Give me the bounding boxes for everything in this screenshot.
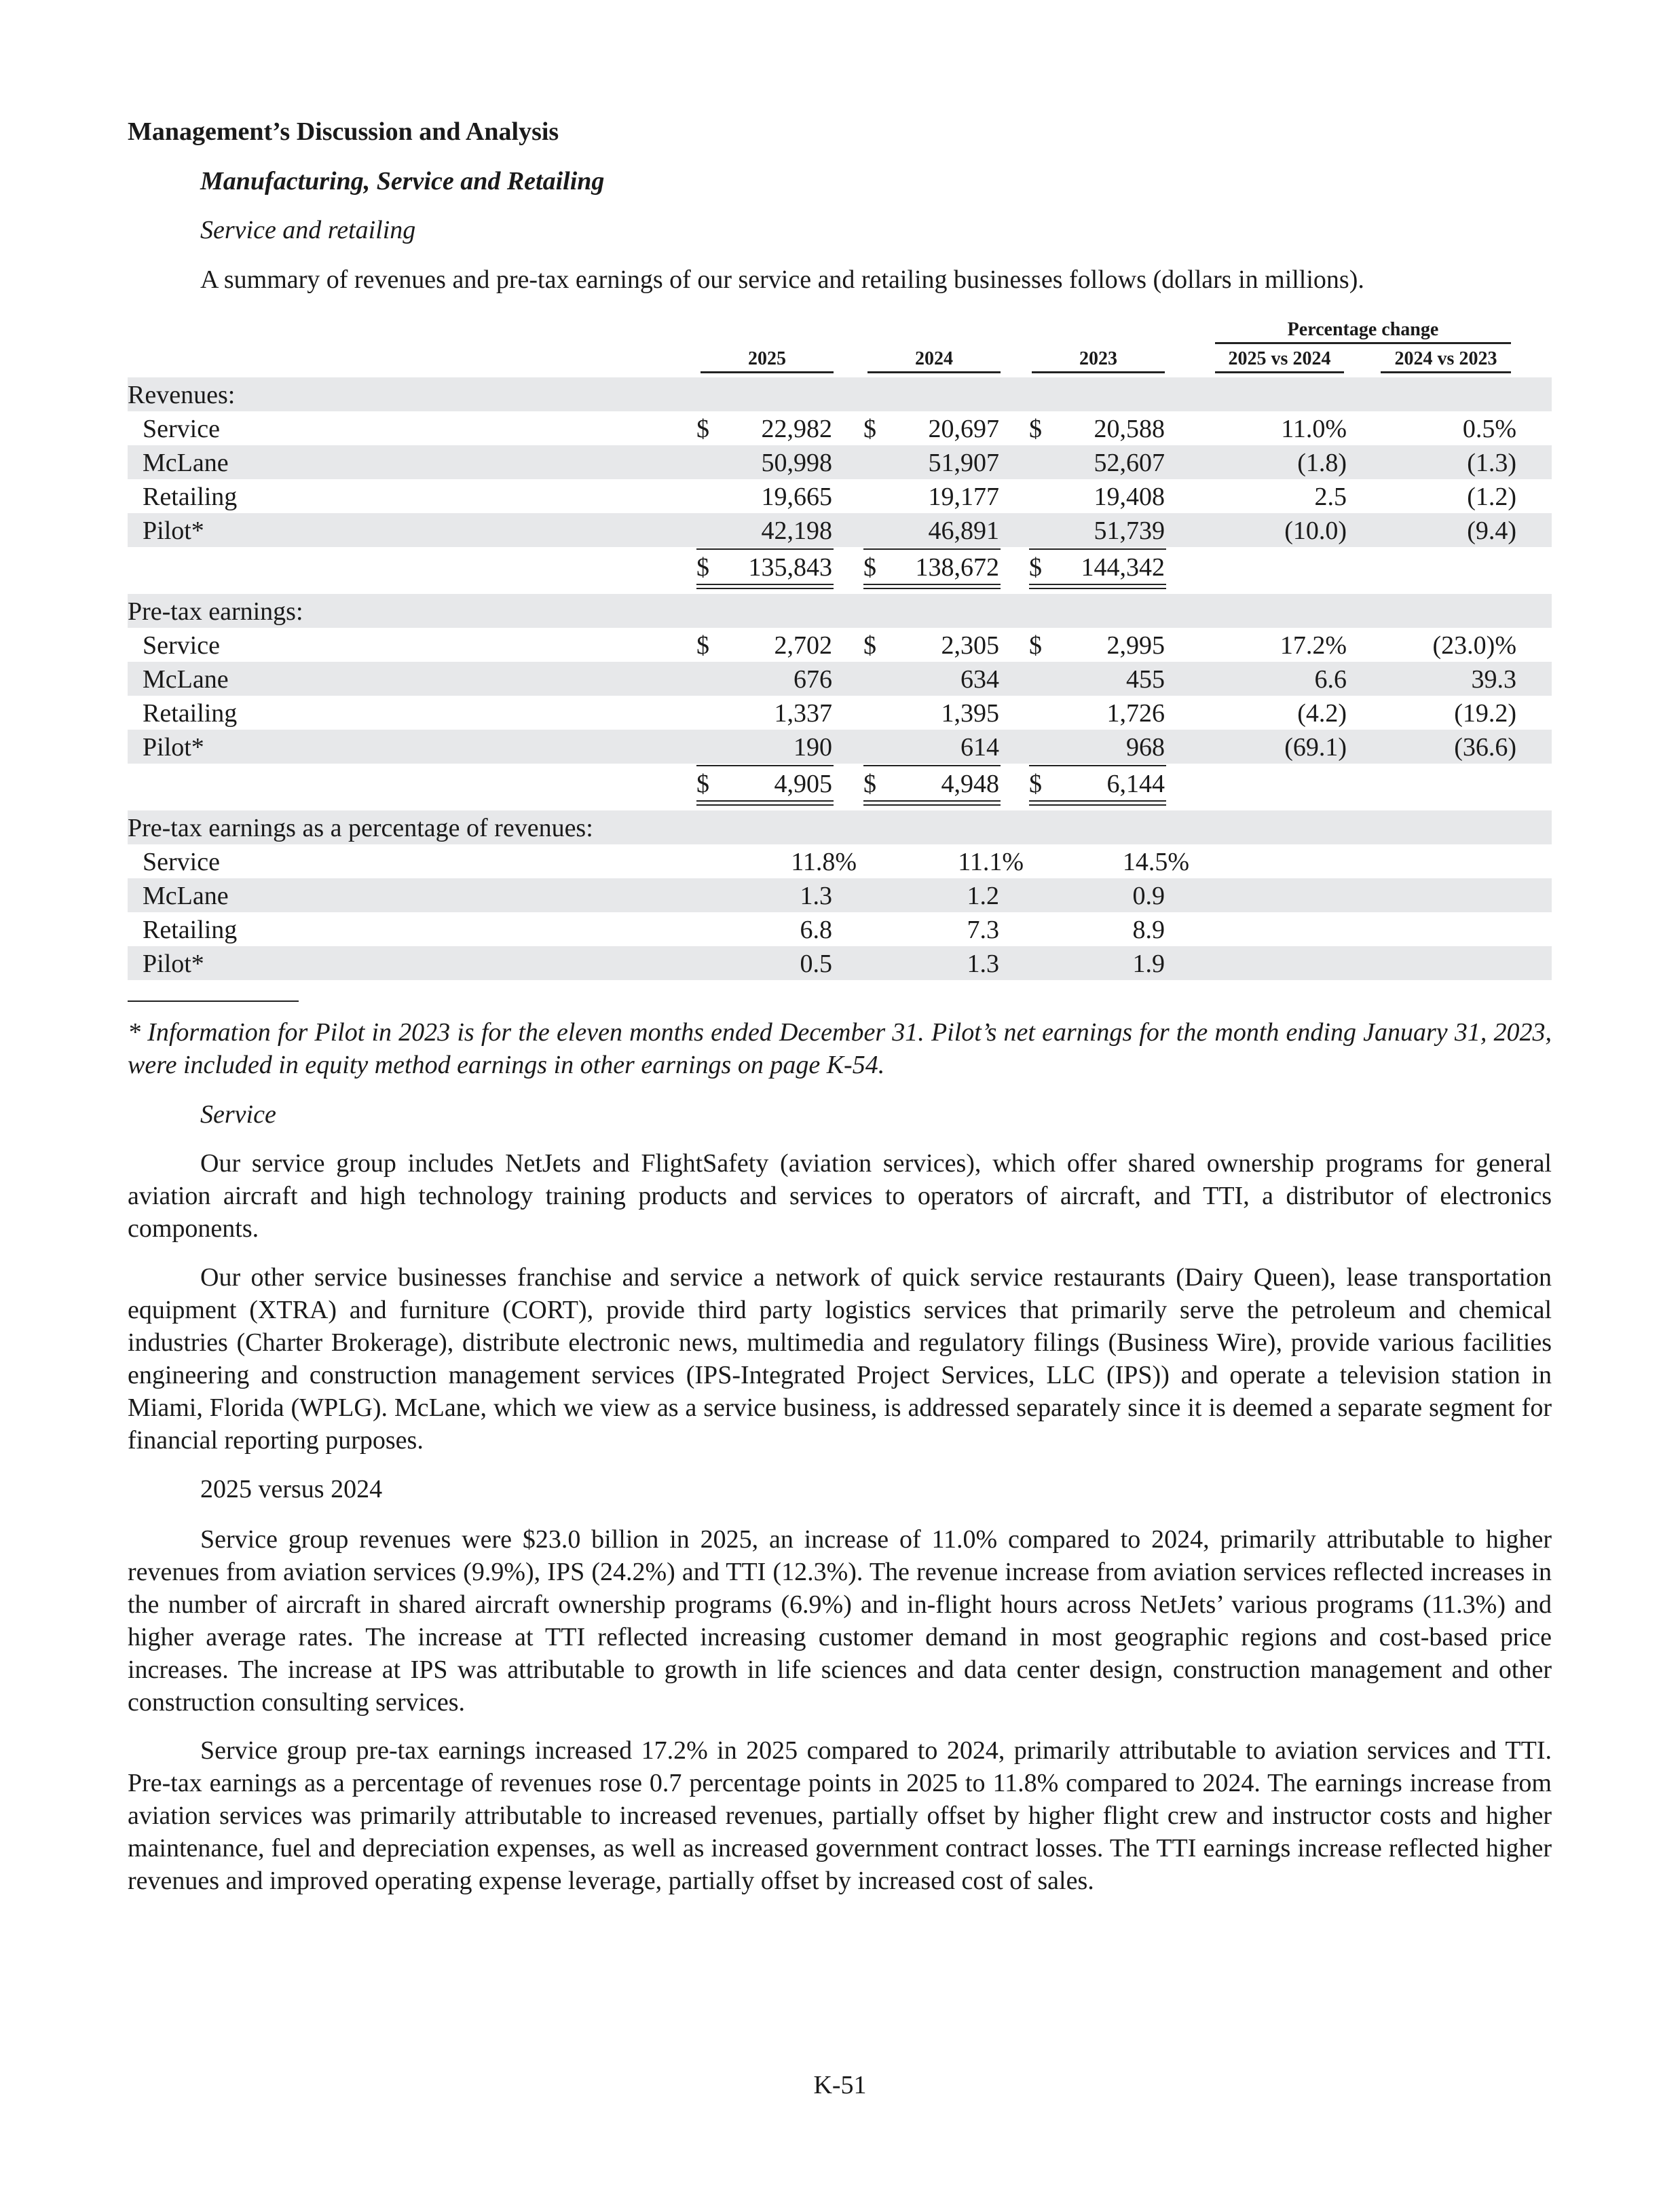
earnings-total-row-2024: 4,948 — [941, 770, 999, 798]
col-header-pct-2025-vs-2024: 2025 vs 2024 — [1215, 348, 1344, 373]
earnings-row-1-pct-2024-vs-2023: 39.3 — [1471, 665, 1516, 694]
revenues-section-label — [128, 377, 1552, 411]
revenue-row-1-pct-2025-vs-2024: (1.8) — [1297, 449, 1347, 477]
revenues-total-row-dollar-2025: $ — [696, 553, 709, 582]
revenue-row-0-pct-2025-vs-2024: 11.0% — [1281, 415, 1347, 443]
page-number: K-51 — [813, 2071, 867, 2099]
revenue-row-3-pct-2025-vs-2024: (10.0) — [1284, 517, 1347, 545]
earnings-row-2-label: Retailing — [143, 699, 238, 728]
revenue-row-0-dollar-2025: $ — [696, 415, 709, 443]
margin-row-1 — [128, 878, 1552, 912]
margins-section-label-label: Pre-tax earnings as a percentage of revenues: — [128, 814, 593, 842]
revenue-row-1-2024: 51,907 — [928, 449, 999, 477]
paragraph-earnings: Service group pre-tax earnings increased 17.2% in 2025 compared to 2024, primarily attributable to aviation services and TTI. Pre-tax earnings as a percentage of revenues rose 0.7 percentage points in 2025 to 11.8% compared to 2024. The earnings increase from aviation services was primarily attributable to increased revenues, partially offset by higher flight crew and instructor costs and higher maintenance, fuel and depreciation expenses, as well as increased government contract losses. The TTI earnings increase reflected higher revenues and improved operating expense leverage, partially offset by increased cost of sales. — [128, 1736, 1552, 1895]
margin-row-2-2023: 8.9 — [1132, 916, 1165, 944]
margin-row-1-2024: 1.2 — [967, 882, 999, 910]
margin-row-0-label: Service — [143, 848, 220, 876]
revenue-row-2-2024: 19,177 — [928, 483, 999, 511]
revenues-total-row-dollar-2023: $ — [1029, 553, 1042, 582]
earnings-double-underline-2023 — [1029, 800, 1166, 806]
subheading-manufacturing: Manufacturing, Service and Retailing — [200, 167, 605, 195]
revenues-double-underline-2025 — [696, 584, 834, 589]
earnings-total-row-2025: 4,905 — [774, 770, 832, 798]
earnings-row-1-2025: 676 — [794, 665, 832, 694]
revenue-row-0-pct-2024-vs-2023: 0.5% — [1462, 415, 1516, 443]
margin-row-0-2025: 11.8% — [791, 848, 857, 876]
revenue-row-3-label: Pilot* — [143, 517, 204, 545]
revenue-row-2-2023: 19,408 — [1094, 483, 1165, 511]
versus-heading: 2025 versus 2024 — [200, 1475, 383, 1503]
revenue-row-2-pct-2025-vs-2024: 2.5 — [1314, 483, 1347, 511]
footnote: * Information for Pilot in 2023 is for the eleven months ended December 31. Pilot’s net earnings for the month ending January 31, 2023, were included in equity method earnings in other earnings on page K-54. — [128, 1018, 1552, 1079]
earnings-row-1-2023: 455 — [1126, 665, 1165, 694]
earnings-row-3-pct-2024-vs-2023: (36.6) — [1454, 733, 1516, 762]
earnings-row-3-pct-2025-vs-2024: (69.1) — [1284, 733, 1347, 762]
earnings-row-3 — [128, 730, 1552, 764]
revenue-row-3-2024: 46,891 — [928, 517, 999, 545]
revenue-row-2-2025: 19,665 — [761, 483, 832, 511]
earnings-row-1-pct-2025-vs-2024: 6.6 — [1314, 665, 1347, 694]
earnings-row-2-2024: 1,395 — [941, 699, 999, 728]
margin-row-1-2023: 0.9 — [1132, 882, 1165, 910]
earnings-row-0-pct-2025-vs-2024: 17.2% — [1280, 631, 1347, 660]
paragraph-other-service: Our other service businesses franchise and service a network of quick service restaurants (Dairy Queen), lease transportation equipment (XTRA) and furniture (CORT), provide third party logistics services that primarily serve the petroleum and chemical industries (Charter Brokerage), distribute electronic news, multimedia and regulatory filings (Business Wire), provide various facilities engineering and construction management services (IPS-Integrated Project Services, LLC (IPS)) and operate a television station in Miami, Florida (WPLG). McLane, which we view as a service business, is addressed separately since it is deemed a separate segment for financial reporting purposes. — [128, 1263, 1552, 1455]
revenue-row-1 — [128, 445, 1552, 479]
revenue-row-1-2023: 52,607 — [1094, 449, 1165, 477]
earnings-row-2-2025: 1,337 — [774, 699, 832, 728]
earnings-total-row — [128, 766, 1552, 800]
revenue-row-1-pct-2024-vs-2023: (1.3) — [1467, 449, 1516, 477]
earnings-double-underline-2025 — [696, 800, 834, 806]
earnings-row-2 — [128, 696, 1552, 730]
revenue-row-3 — [128, 513, 1552, 547]
earnings-row-3-2024: 614 — [960, 733, 999, 762]
margin-row-3-label: Pilot* — [143, 950, 204, 978]
earnings-row-0 — [128, 628, 1552, 662]
revenue-row-2-label: Retailing — [143, 483, 238, 511]
earnings-row-0-dollar-2023: $ — [1029, 631, 1042, 660]
margin-row-1-2025: 1.3 — [800, 882, 832, 910]
col-header-2024: 2024 — [867, 348, 1001, 373]
revenue-row-1-label: McLane — [143, 449, 229, 477]
revenues-total-row-2023: 144,342 — [1081, 553, 1165, 582]
earnings-row-1 — [128, 662, 1552, 696]
revenue-row-0-2024: 20,697 — [928, 415, 999, 443]
earnings-row-0-2024: 2,305 — [941, 631, 999, 660]
revenue-row-0-2025: 22,982 — [761, 415, 832, 443]
margin-row-3-2023: 1.9 — [1132, 950, 1165, 978]
earnings-row-2-2023: 1,726 — [1106, 699, 1165, 728]
margin-row-1-label: McLane — [143, 882, 229, 910]
earnings-row-0-dollar-2024: $ — [863, 631, 876, 660]
margin-row-3-2025: 0.5 — [800, 950, 832, 978]
revenue-row-3-2025: 42,198 — [761, 517, 832, 545]
margin-row-2-label: Retailing — [143, 916, 238, 944]
revenues-total-row — [128, 550, 1552, 584]
earnings-total-row-dollar-2023: $ — [1029, 770, 1042, 798]
earnings-row-3-2023: 968 — [1126, 733, 1165, 762]
earnings-row-0-dollar-2025: $ — [696, 631, 709, 660]
intro-text: A summary of revenues and pre-tax earnings of our service and retailing businesses follows (dollars in millions). — [200, 265, 1364, 294]
earnings-row-3-2025: 190 — [794, 733, 832, 762]
earnings-section-label — [128, 594, 1552, 628]
percentage-change-header: Percentage change — [1215, 319, 1511, 344]
revenue-row-3-2023: 51,739 — [1094, 517, 1165, 545]
margin-row-0-2023: 14.5% — [1122, 848, 1189, 876]
revenues-double-underline-2023 — [1029, 584, 1166, 589]
revenue-row-0-2023: 20,588 — [1094, 415, 1165, 443]
margins-section-label — [128, 810, 1552, 844]
earnings-total-row-dollar-2025: $ — [696, 770, 709, 798]
earnings-row-2-pct-2025-vs-2024: (4.2) — [1297, 699, 1347, 728]
revenues-double-underline-2024 — [863, 584, 1001, 589]
col-header-2023: 2023 — [1032, 348, 1165, 373]
margin-row-2-2024: 7.3 — [967, 916, 999, 944]
service-heading: Service — [200, 1100, 276, 1129]
revenues-total-row-2024: 138,672 — [915, 553, 999, 582]
margin-row-0 — [128, 844, 1552, 878]
earnings-row-0-2023: 2,995 — [1106, 631, 1165, 660]
earnings-row-0-label: Service — [143, 631, 220, 660]
earnings-double-underline-2024 — [863, 800, 1001, 806]
revenue-row-0-dollar-2024: $ — [863, 415, 876, 443]
earnings-total-row-dollar-2024: $ — [863, 770, 876, 798]
revenue-row-2 — [128, 479, 1552, 513]
earnings-row-2-pct-2024-vs-2023: (19.2) — [1454, 699, 1516, 728]
revenues-total-row-2025: 135,843 — [748, 553, 832, 582]
revenue-row-0-label: Service — [143, 415, 220, 443]
earnings-section-label-label: Pre-tax earnings: — [128, 597, 303, 626]
revenue-row-3-pct-2024-vs-2023: (9.4) — [1467, 517, 1516, 545]
margin-row-3-2024: 1.3 — [967, 950, 999, 978]
margin-row-2-2025: 6.8 — [800, 916, 832, 944]
col-header-2025: 2025 — [701, 348, 834, 373]
col-header-pct-2024-vs-2023: 2024 vs 2023 — [1381, 348, 1511, 373]
earnings-total-row-2023: 6,144 — [1106, 770, 1165, 798]
paragraph-revenues: Service group revenues were $23.0 billion in 2025, an increase of 11.0% compared to 2024, primarily attributable to higher revenues from aviation services (9.9%), IPS (24.2%) and TTI (12.3%). The revenue increase from aviation services reflected increases in the number of aircraft in shared aircraft ownership programs (6.9%) and in-flight hours across NetJets’ various programs (11.3%) and higher average rates. The increase at TTI reflected increasing customer demand in most geographic regions and cost-based price increases. The increase at IPS was attributable to growth in life sciences and data center design, construction management and other construction consulting services. — [128, 1525, 1552, 1717]
margin-row-3 — [128, 946, 1552, 980]
paragraph-service-group: Our service group includes NetJets and FlightSafety (aviation services), which offer shared ownership programs for general aviation aircraft and high technology training products and services to operators of aircraft, and TTI, a distributor of electronics components. — [128, 1149, 1552, 1243]
footnote-divider — [128, 1000, 299, 1002]
earnings-row-1-2024: 634 — [960, 665, 999, 694]
revenue-row-2-pct-2024-vs-2023: (1.2) — [1467, 483, 1516, 511]
earnings-row-3-label: Pilot* — [143, 733, 204, 762]
revenue-row-0-dollar-2023: $ — [1029, 415, 1042, 443]
earnings-row-0-2025: 2,702 — [774, 631, 832, 660]
revenue-row-0 — [128, 411, 1552, 445]
revenue-row-1-2025: 50,998 — [761, 449, 832, 477]
earnings-row-0-pct-2024-vs-2023: (23.0)% — [1432, 631, 1516, 660]
revenues-section-label-label: Revenues: — [128, 381, 236, 409]
margin-row-0-2024: 11.1% — [958, 848, 1024, 876]
revenues-total-row-dollar-2024: $ — [863, 553, 876, 582]
earnings-row-1-label: McLane — [143, 665, 229, 694]
subheading-service-retailing: Service and retailing — [200, 216, 416, 244]
margin-row-2 — [128, 912, 1552, 946]
section-heading: Management’s Discussion and Analysis — [128, 117, 559, 146]
